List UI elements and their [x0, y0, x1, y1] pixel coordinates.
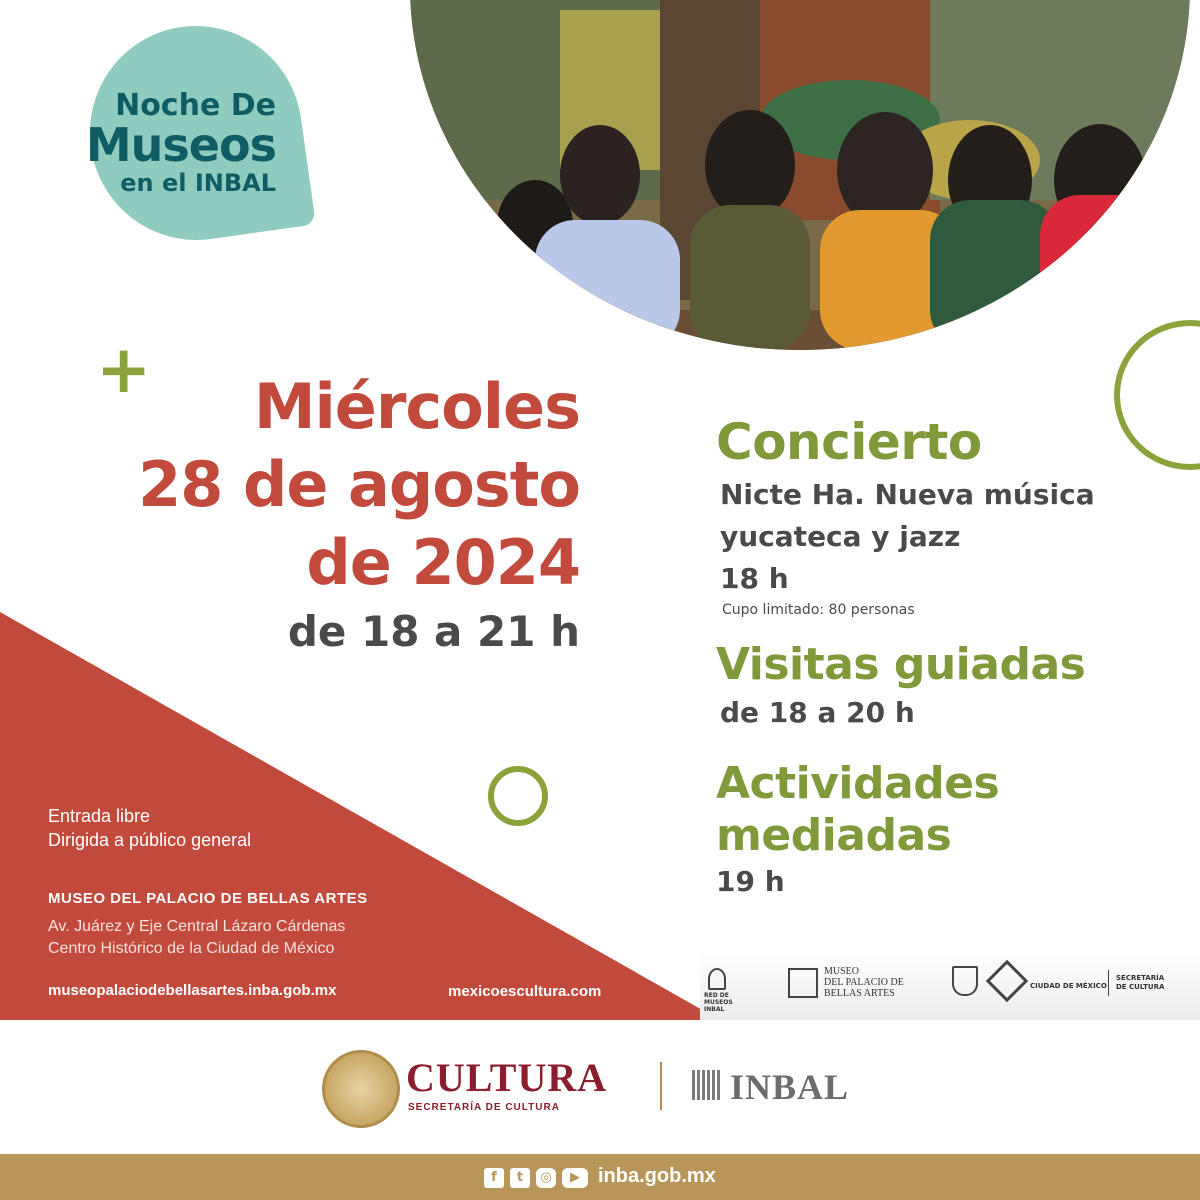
partner-divider [1108, 970, 1109, 996]
tours-time: de 18 a 20 h [720, 696, 915, 729]
venue-name: MUSEO DEL PALACIO DE BELLAS ARTES [48, 890, 368, 907]
museo-palacio-line-3: BELLAS ARTES [824, 988, 895, 999]
date-weekday: Miércoles [253, 370, 580, 443]
concert-time: 18 h [720, 562, 789, 595]
museum-website-link[interactable]: museopalaciodebellasartes.inba.gob.mx [48, 982, 337, 999]
youtube-icon[interactable]: ▶ [562, 1168, 588, 1188]
decorative-ring-small [488, 766, 548, 826]
inba-website-link[interactable]: inba.gob.mx [598, 1165, 716, 1187]
venue-address [48, 916, 345, 960]
government-logos-bar [0, 1020, 1200, 1154]
entry-info [48, 804, 251, 852]
concert-name-2: yucateca y jazz [720, 520, 961, 553]
footer [0, 1154, 1200, 1200]
cultura-wordmark: CULTURA [406, 1055, 608, 1100]
activities-time: 19 h [716, 865, 785, 898]
event-hours: de 18 a 21 h [287, 607, 580, 656]
logo-divider [660, 1062, 662, 1110]
secretaria-line-2: DE CULTURA [1116, 983, 1165, 991]
red-museos-label: RED DE MUSEOS INBAL [704, 992, 733, 1013]
museo-palacio-icon [788, 968, 818, 998]
entry-free: Entrada libre [48, 806, 151, 826]
tours-section [716, 636, 1176, 732]
mural-photo [410, 0, 1190, 350]
twitter-icon[interactable]: t [510, 1168, 530, 1188]
cultura-subtitle: SECRETARÍA DE CULTURA [408, 1102, 560, 1113]
logo-line-2: Museos [85, 118, 276, 172]
red-museos-icon [708, 968, 726, 990]
cdmx-shield-icon [952, 966, 978, 996]
cdmx-emblem-icon [986, 960, 1028, 1002]
date-day-month: 28 de agosto [138, 448, 580, 521]
audience: Dirigida a público general [48, 830, 252, 850]
plus-icon: + [96, 331, 152, 408]
activities-section [716, 758, 1176, 902]
museo-palacio-line-1: MUSEO [824, 966, 860, 977]
concert-name-1: Nicte Ha. Nueva música [720, 478, 1095, 511]
address-line-2: Centro Histórico de la Ciudad de México [48, 940, 335, 957]
concert-section [716, 410, 1176, 620]
mexico-seal-icon [322, 1050, 400, 1128]
address-line-1: Av. Juárez y Eje Central Lázaro Cárdenas [48, 918, 346, 935]
inbal-wordmark: INBAL [730, 1067, 850, 1107]
noche-de-museos-logo [40, 90, 276, 198]
secretaria-line-1: SECRETARÍA [1116, 974, 1165, 982]
instagram-icon[interactable]: ◎ [536, 1168, 556, 1188]
facebook-icon[interactable]: f [484, 1168, 504, 1188]
logo-line-1: Noche De [115, 88, 276, 123]
inbal-building-icon [692, 1070, 722, 1100]
logo-line-3: en el INBAL [120, 169, 276, 197]
activities-title-1: Actividades [716, 758, 1000, 809]
activities-title-2: mediadas [716, 810, 952, 861]
date-year: de 2024 [306, 526, 580, 599]
concert-title: Concierto [716, 413, 982, 471]
partner-logos [700, 952, 1200, 1020]
mexicoescultura-link[interactable]: mexicoescultura.com [448, 983, 602, 1000]
tours-title: Visitas guiadas [716, 639, 1086, 690]
museo-palacio-line-2: DEL PALACIO DE [824, 977, 904, 988]
cdmx-label: CIUDAD DE MÉXICO [1030, 982, 1107, 990]
concert-capacity: Cupo limitado: 80 personas [722, 602, 915, 618]
